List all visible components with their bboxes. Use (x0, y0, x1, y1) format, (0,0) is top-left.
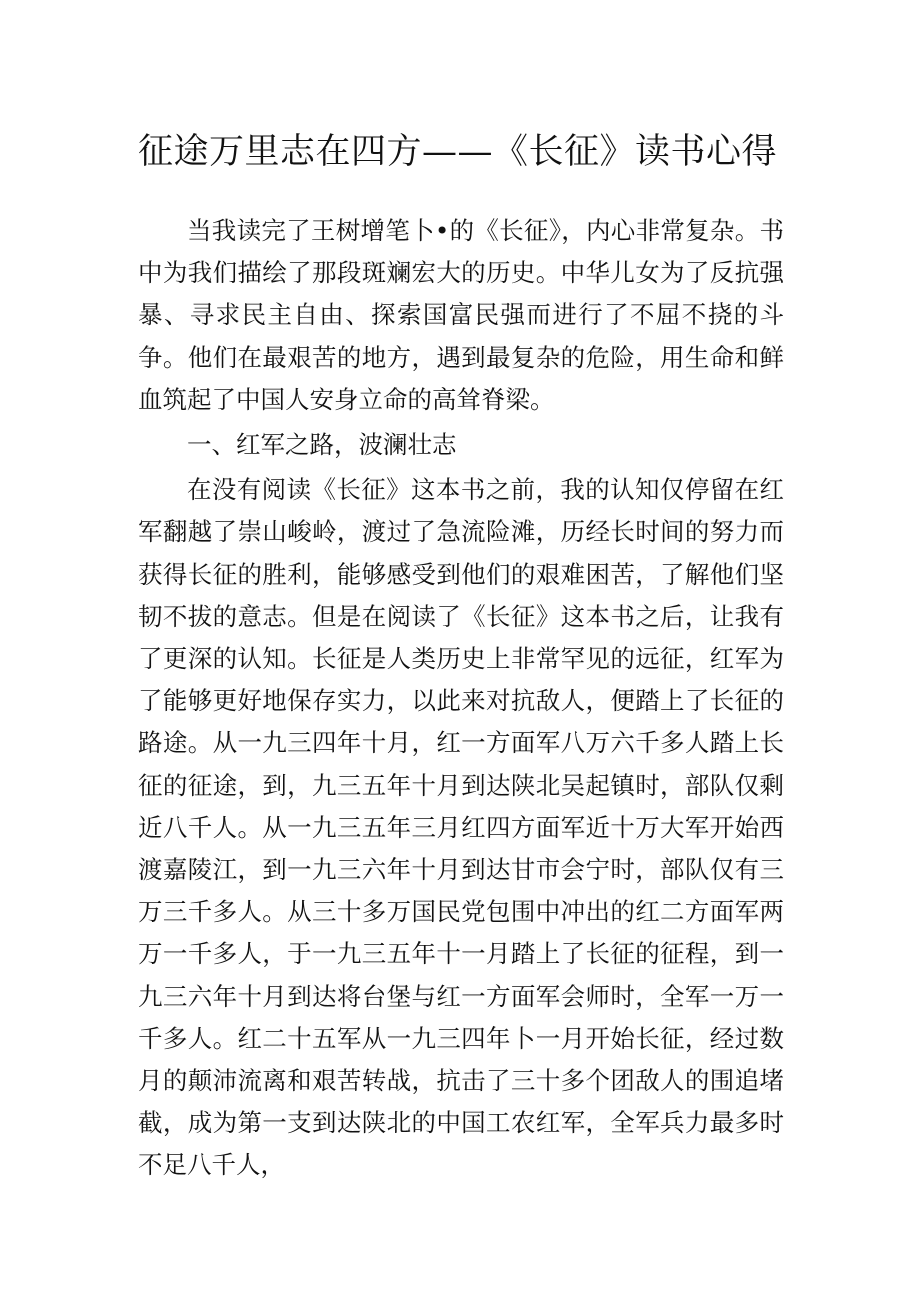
document-title: 征途万里志在四方——《长征》读书心得 (138, 132, 778, 172)
document-body (138, 210, 784, 1187)
paragraph-intro: 当我读完了王树增笔卜•的《长征》，内心非常复杂。书中为我们描绘了那段斑斓宏大的历史。中华儿女为了反抗强暴、寻求民主自由、探索国富民强而进行了不屈不挠的斗争。他们在最艰苦的地方，遇到最复杂的危险，用生命和鲜血筑起了中国人安身立命的高耸脊梁。 (138, 216, 784, 414)
paragraph-long-march: 在没有阅读《长征》这本书之前，我的认知仅停留在红军翻越了崇山峻岭，渡过了急流险滩，历经长时间的努力而获得长征的胜利，能够感受到他们的艰难困苦，了解他们坚韧不拔的意志。但是在阅读了《长征》这本书之后，让我有了更深的认知。长征是人类历史上非常罕见的远征，红军为了能够更好地保存实力，以此来对抗敌人，便踏上了长征的路途。从一九三四年十月，红一方面军八万六千多人踏上长征的征途，到，九三五年十月到达陕北吴起镇时，部队仅剩近八千人。从一九三五年三月红四方面军近十万大军开始西渡嘉陵江，到一九三六年十月到达甘市会宁时，部队仅有三万三千多人。从三十多万国民党包围中冲出的红二方面军两万一千多人，于一九三五年十一月踏上了长征的征程，到一九三六年十月到达将台堡与红一方面军会师时，全军一万一千多人。红二十五军从一九三四年卜一月开始长征，经过数月的颠沛流离和艰苦转战，抗击了三十多个团敌人的围追堵截，成为第一支到达陕北的中国工农红军，全军兵力最多时不足八千人， (138, 475, 784, 1180)
section-heading: 一、红军之路，波澜壮志 (187, 430, 457, 460)
